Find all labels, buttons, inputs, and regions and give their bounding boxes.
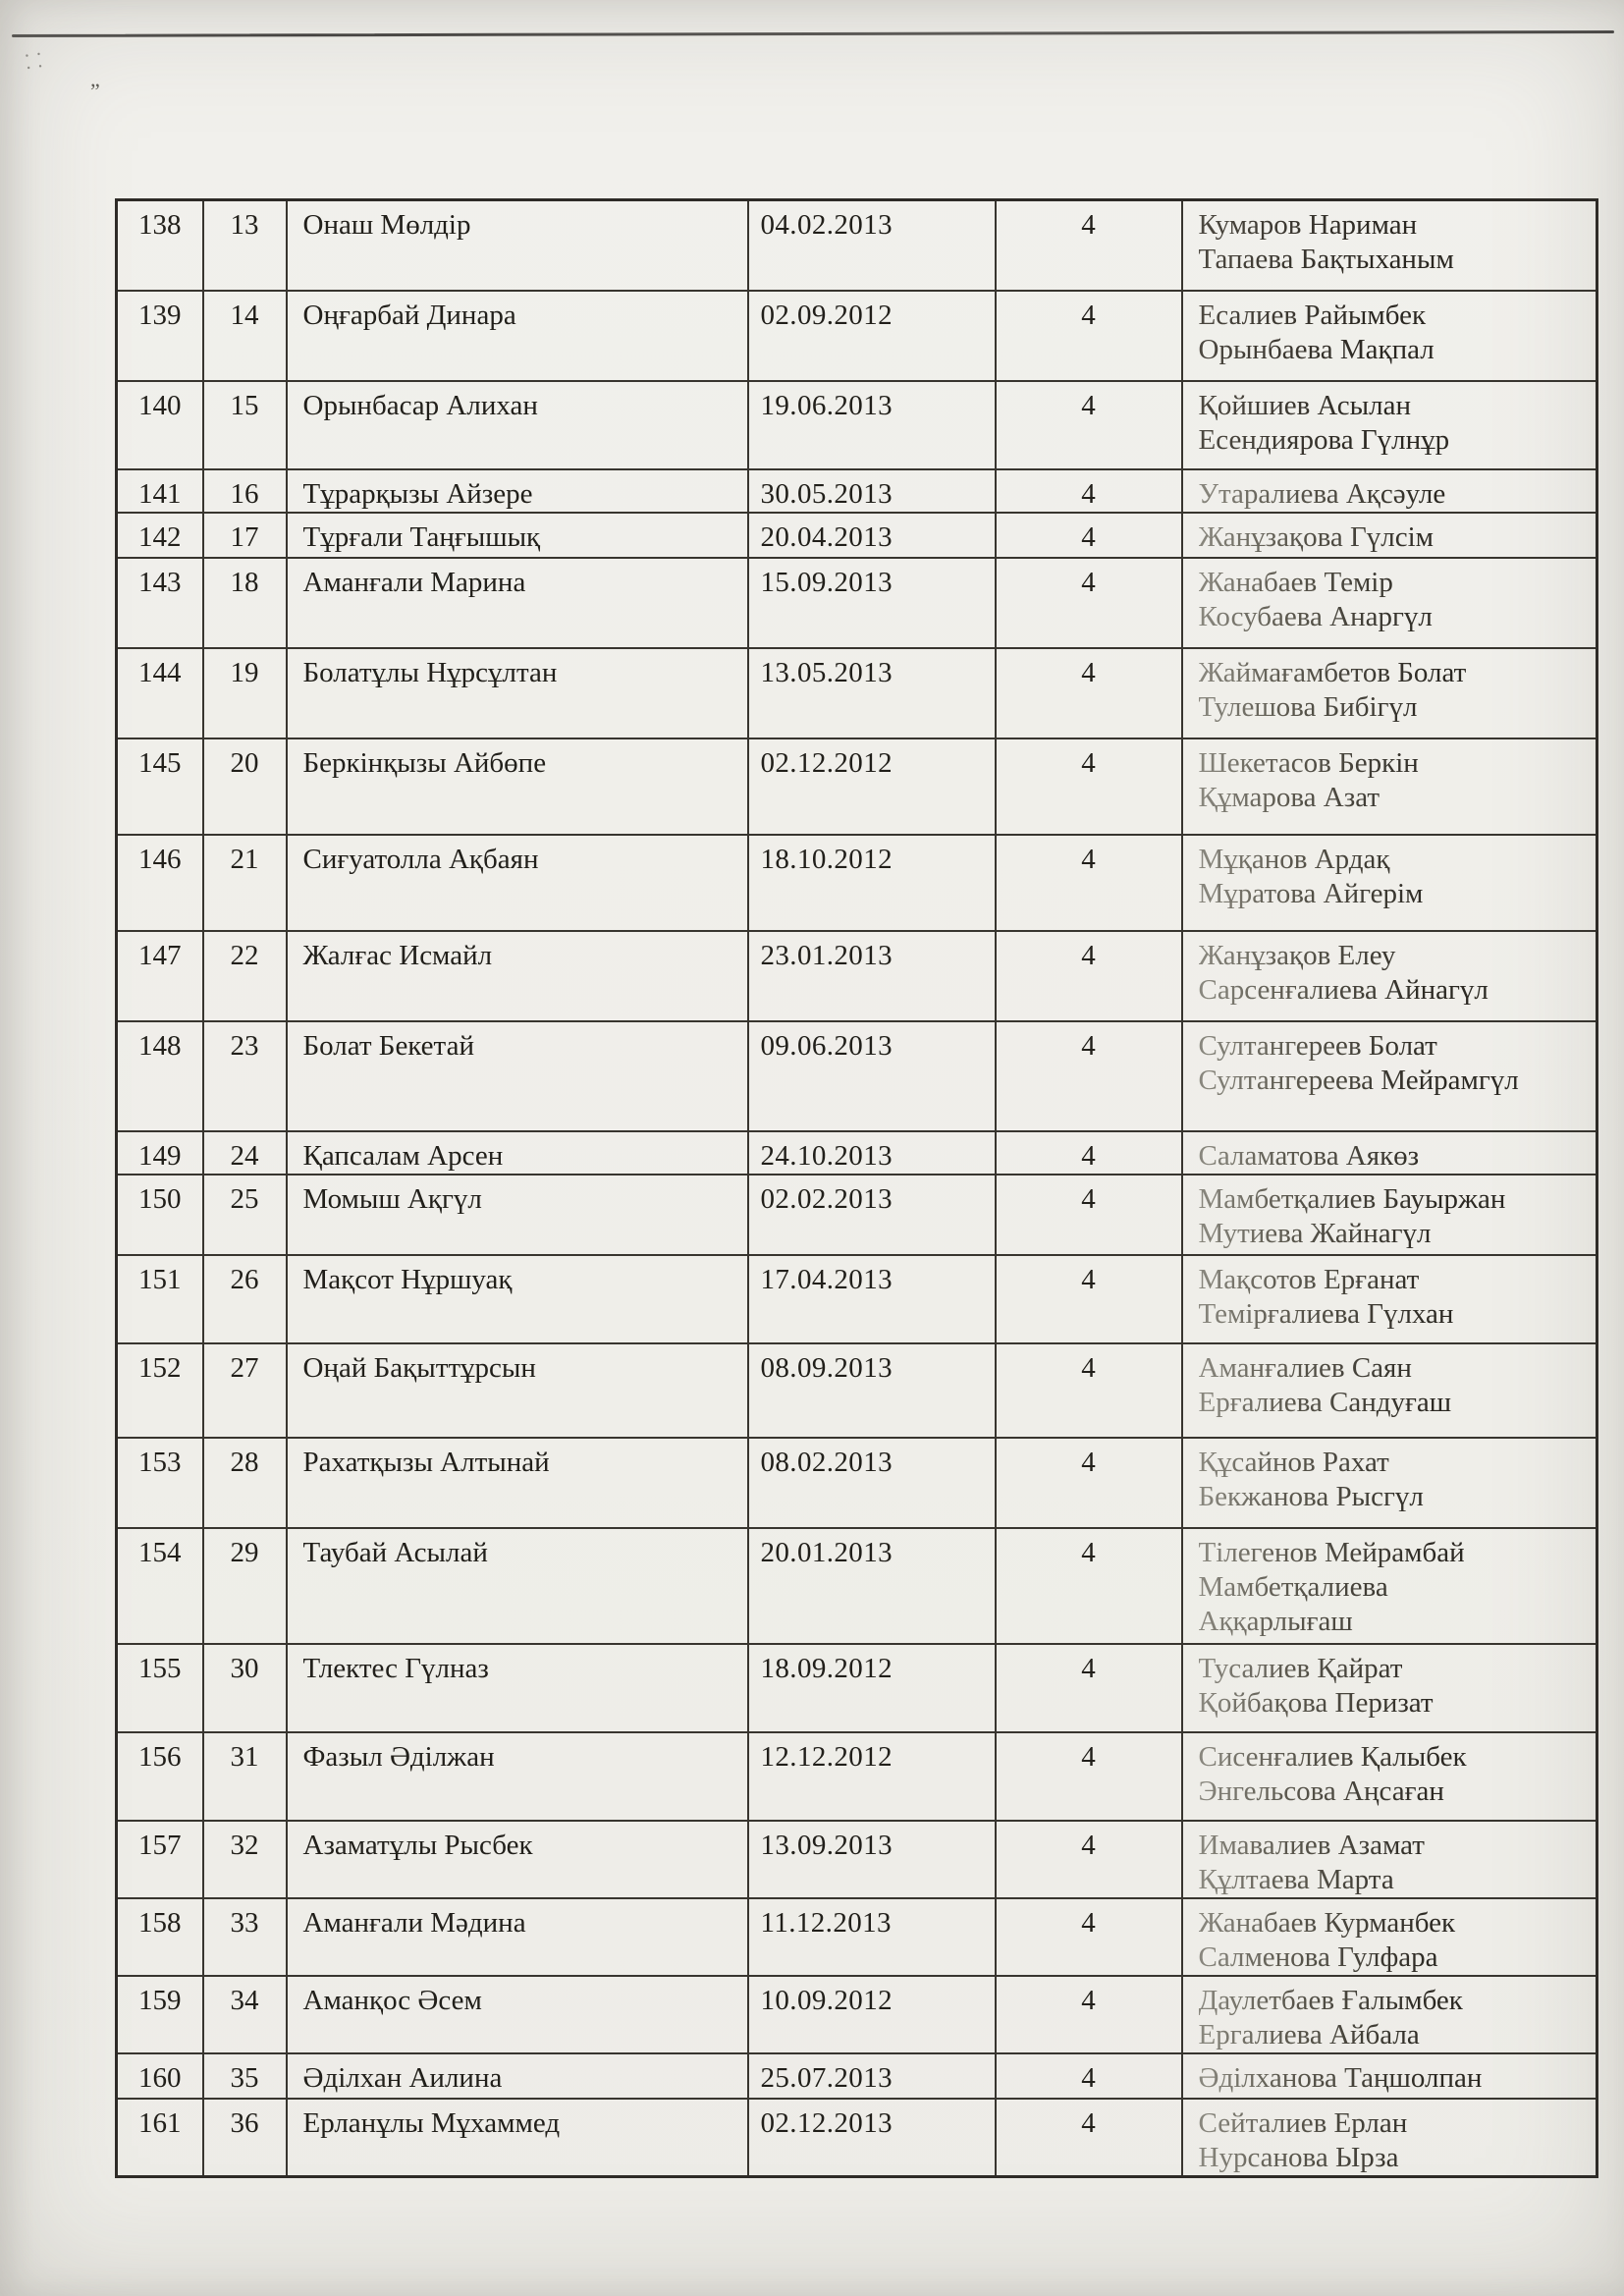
cell-name: Аманқос Әсем	[287, 1976, 748, 2053]
cell-seq-no: 21	[203, 835, 287, 931]
cell-seq-no: 13	[203, 200, 287, 291]
cell-birth-date: 25.07.2013	[748, 2053, 996, 2099]
cell-birth-date: 04.02.2013	[748, 200, 996, 291]
cell-row-no: 139	[117, 291, 203, 381]
cell-count: 4	[996, 200, 1182, 291]
cell-count: 4	[996, 2099, 1182, 2177]
parent-line: Сарсенғалиева Айнагүл	[1199, 973, 1591, 1008]
cell-count: 4	[996, 513, 1182, 558]
cell-parents	[1182, 1175, 1597, 1255]
parent-line: Султангереева Мейрамгүл	[1199, 1064, 1591, 1098]
parent-line: Мұқанов Ардақ	[1199, 843, 1591, 877]
cell-parents	[1182, 558, 1597, 648]
cell-seq-no: 36	[203, 2099, 287, 2177]
table-row	[117, 738, 1597, 835]
cell-count: 4	[996, 1438, 1182, 1528]
cell-name: Жалғас Исмайл	[287, 931, 748, 1021]
scan-artifact-mark: ⸬	[24, 49, 44, 75]
parent-line: Имавалиев Азамат	[1199, 1829, 1591, 1863]
parent-line: Энгельсова Аңсаған	[1199, 1775, 1591, 1809]
table-row	[117, 291, 1597, 381]
cell-name: Беркінқызы Айбөпе	[287, 738, 748, 835]
students-table	[115, 198, 1598, 2178]
cell-count: 4	[996, 648, 1182, 738]
cell-parents	[1182, 1021, 1597, 1131]
cell-seq-no: 26	[203, 1255, 287, 1343]
table-row	[117, 1175, 1597, 1255]
parent-line: Ерғалиева Сандуғаш	[1199, 1386, 1591, 1420]
cell-name: Болатұлы Нұрсұлтан	[287, 648, 748, 738]
parent-line: Тусалиев Қайрат	[1199, 1652, 1591, 1686]
cell-row-no: 142	[117, 513, 203, 558]
cell-parents	[1182, 835, 1597, 931]
cell-seq-no: 25	[203, 1175, 287, 1255]
cell-count: 4	[996, 1821, 1182, 1898]
cell-birth-date: 10.09.2012	[748, 1976, 996, 2053]
parent-line: Орынбаева Мақпал	[1199, 333, 1591, 367]
parent-line: Мамбетқалиева	[1199, 1570, 1591, 1605]
cell-name: Фазыл Әділжан	[287, 1732, 748, 1821]
table-row	[117, 1438, 1597, 1528]
table-row	[117, 558, 1597, 648]
cell-parents	[1182, 2053, 1597, 2099]
cell-row-no: 149	[117, 1131, 203, 1175]
cell-birth-date: 15.09.2013	[748, 558, 996, 648]
parent-line: Косубаева Анаргүл	[1199, 600, 1591, 634]
table-body	[117, 200, 1597, 2177]
table-row	[117, 2053, 1597, 2099]
parent-line: Тапаева Бақтыханым	[1199, 243, 1591, 277]
parent-line: Утаралиева Ақсәуле	[1199, 477, 1591, 512]
cell-count: 4	[996, 1175, 1182, 1255]
cell-name: Әділхан Аилина	[287, 2053, 748, 2099]
cell-row-no: 157	[117, 1821, 203, 1898]
cell-count: 4	[996, 1528, 1182, 1644]
parent-line: Кумаров Нариман	[1199, 208, 1591, 243]
cell-birth-date: 13.09.2013	[748, 1821, 996, 1898]
table-row	[117, 469, 1597, 513]
cell-count: 4	[996, 558, 1182, 648]
cell-row-no: 151	[117, 1255, 203, 1343]
cell-birth-date: 18.09.2012	[748, 1644, 996, 1732]
cell-birth-date: 02.12.2012	[748, 738, 996, 835]
cell-seq-no: 34	[203, 1976, 287, 2053]
cell-count: 4	[996, 1732, 1182, 1821]
table-row	[117, 1821, 1597, 1898]
cell-name: Азаматұлы Рысбек	[287, 1821, 748, 1898]
cell-parents	[1182, 1131, 1597, 1175]
cell-count: 4	[996, 931, 1182, 1021]
cell-row-no: 160	[117, 2053, 203, 2099]
parent-line: Мұратова Айгерім	[1199, 877, 1591, 911]
parent-line: Аманғалиев Саян	[1199, 1351, 1591, 1386]
parent-line: Құлтаева Марта	[1199, 1863, 1591, 1897]
table-row	[117, 200, 1597, 291]
cell-count: 4	[996, 1131, 1182, 1175]
cell-seq-no: 35	[203, 2053, 287, 2099]
cell-count: 4	[996, 1644, 1182, 1732]
parent-line: Жанабаев Курманбек	[1199, 1906, 1591, 1941]
cell-row-no: 141	[117, 469, 203, 513]
cell-count: 4	[996, 291, 1182, 381]
cell-seq-no: 18	[203, 558, 287, 648]
cell-birth-date: 02.12.2013	[748, 2099, 996, 2177]
parent-line: Шекетасов Беркін	[1199, 746, 1591, 781]
cell-parents	[1182, 1821, 1597, 1898]
cell-parents	[1182, 648, 1597, 738]
cell-seq-no: 16	[203, 469, 287, 513]
cell-name: Қапсалам Арсен	[287, 1131, 748, 1175]
parent-line: Нурсанова Ырза	[1199, 2141, 1591, 2175]
cell-row-no: 161	[117, 2099, 203, 2177]
cell-count: 4	[996, 381, 1182, 469]
cell-count: 4	[996, 2053, 1182, 2099]
parent-line: Мамбетқалиев Бауыржан	[1199, 1182, 1591, 1217]
cell-parents	[1182, 291, 1597, 381]
cell-birth-date: 08.09.2013	[748, 1343, 996, 1438]
cell-count: 4	[996, 738, 1182, 835]
parent-line: Сейталиев Ерлан	[1199, 2106, 1591, 2141]
parent-line: Тулешова Бибігүл	[1199, 690, 1591, 725]
cell-seq-no: 17	[203, 513, 287, 558]
cell-name: Ерланұлы Мұхаммед	[287, 2099, 748, 2177]
parent-line: Жанұзақов Елеу	[1199, 939, 1591, 973]
cell-parents	[1182, 1343, 1597, 1438]
cell-name: Аманғали Марина	[287, 558, 748, 648]
parent-line: Жанұзақова Гүлсім	[1199, 520, 1591, 555]
cell-parents	[1182, 1255, 1597, 1343]
table-row	[117, 1528, 1597, 1644]
cell-birth-date: 02.09.2012	[748, 291, 996, 381]
parent-line: Есендиярова Гүлнұр	[1199, 423, 1591, 458]
cell-birth-date: 30.05.2013	[748, 469, 996, 513]
cell-name: Болат Бекетай	[287, 1021, 748, 1131]
cell-seq-no: 32	[203, 1821, 287, 1898]
cell-row-no: 158	[117, 1898, 203, 1976]
cell-row-no: 144	[117, 648, 203, 738]
parent-line: Сисенғалиев Қалыбек	[1199, 1740, 1591, 1775]
cell-birth-date: 09.06.2013	[748, 1021, 996, 1131]
cell-row-no: 143	[117, 558, 203, 648]
cell-seq-no: 22	[203, 931, 287, 1021]
cell-count: 4	[996, 469, 1182, 513]
parent-line: Салменова Гулфара	[1199, 1941, 1591, 1975]
cell-name: Таубай Асылай	[287, 1528, 748, 1644]
cell-name: Орынбасар Алихан	[287, 381, 748, 469]
cell-count: 4	[996, 1898, 1182, 1976]
cell-seq-no: 23	[203, 1021, 287, 1131]
cell-row-no: 152	[117, 1343, 203, 1438]
cell-name: Момыш Ақгүл	[287, 1175, 748, 1255]
cell-seq-no: 28	[203, 1438, 287, 1528]
cell-parents	[1182, 1976, 1597, 2053]
cell-name: Аманғали Мәдина	[287, 1898, 748, 1976]
cell-seq-no: 15	[203, 381, 287, 469]
parent-line: Жанабаев Темір	[1199, 566, 1591, 600]
parent-line: Темірғалиева Гүлхан	[1199, 1297, 1591, 1332]
cell-birth-date: 02.02.2013	[748, 1175, 996, 1255]
table-row	[117, 1898, 1597, 1976]
parent-line: Мутиева Жайнагүл	[1199, 1217, 1591, 1251]
cell-parents	[1182, 1644, 1597, 1732]
table-row	[117, 931, 1597, 1021]
table-row	[117, 1732, 1597, 1821]
cell-row-no: 145	[117, 738, 203, 835]
table-row	[117, 2099, 1597, 2177]
cell-count: 4	[996, 1343, 1182, 1438]
cell-row-no: 150	[117, 1175, 203, 1255]
cell-birth-date: 20.01.2013	[748, 1528, 996, 1644]
cell-name: Онаш Мөлдір	[287, 200, 748, 291]
table-row	[117, 1976, 1597, 2053]
parent-line: Султангереев Болат	[1199, 1029, 1591, 1064]
cell-parents	[1182, 381, 1597, 469]
cell-row-no: 148	[117, 1021, 203, 1131]
cell-row-no: 147	[117, 931, 203, 1021]
cell-seq-no: 29	[203, 1528, 287, 1644]
parent-line: Мақсотов Ерғанат	[1199, 1263, 1591, 1297]
table-row	[117, 381, 1597, 469]
cell-name: Тұрғали Таңғышық	[287, 513, 748, 558]
cell-parents	[1182, 738, 1597, 835]
table-row	[117, 835, 1597, 931]
cell-seq-no: 24	[203, 1131, 287, 1175]
cell-row-no: 155	[117, 1644, 203, 1732]
cell-name: Сиғуатолла Ақбаян	[287, 835, 748, 931]
cell-name: Тұрарқызы Айзере	[287, 469, 748, 513]
cell-name: Тлектес Гүлназ	[287, 1644, 748, 1732]
parent-line: Қойшиев Асылан	[1199, 389, 1591, 423]
cell-parents	[1182, 1898, 1597, 1976]
cell-birth-date: 08.02.2013	[748, 1438, 996, 1528]
cell-count: 4	[996, 1976, 1182, 2053]
cell-name: Оңай Бақыттұрсын	[287, 1343, 748, 1438]
cell-birth-date: 24.10.2013	[748, 1131, 996, 1175]
cell-parents	[1182, 1438, 1597, 1528]
table-row	[117, 513, 1597, 558]
cell-row-no: 140	[117, 381, 203, 469]
cell-seq-no: 31	[203, 1732, 287, 1821]
cell-row-no: 159	[117, 1976, 203, 2053]
cell-row-no: 153	[117, 1438, 203, 1528]
cell-parents	[1182, 469, 1597, 513]
cell-seq-no: 33	[203, 1898, 287, 1976]
table-row	[117, 1343, 1597, 1438]
cell-parents	[1182, 200, 1597, 291]
cell-seq-no: 30	[203, 1644, 287, 1732]
parent-line: Ергалиева Айбала	[1199, 2018, 1591, 2052]
parent-line: Даулетбаев Ғалымбек	[1199, 1984, 1591, 2018]
cell-parents	[1182, 1528, 1597, 1644]
cell-birth-date: 11.12.2013	[748, 1898, 996, 1976]
scan-artifact-mark: ”	[90, 79, 100, 103]
parent-line: Құмарова Азат	[1199, 781, 1591, 815]
cell-birth-date: 18.10.2012	[748, 835, 996, 931]
table-row	[117, 1131, 1597, 1175]
cell-name: Рахатқызы Алтынай	[287, 1438, 748, 1528]
table-row	[117, 1255, 1597, 1343]
cell-parents	[1182, 931, 1597, 1021]
parent-line: Есалиев Райымбек	[1199, 299, 1591, 333]
parent-line: Бекжанова Рысгүл	[1199, 1480, 1591, 1514]
cell-birth-date: 19.06.2013	[748, 381, 996, 469]
parent-line: Әділханова Таңшолпан	[1199, 2061, 1591, 2096]
parent-line: Аққарлығаш	[1199, 1605, 1591, 1639]
cell-row-no: 154	[117, 1528, 203, 1644]
parent-line: Тілегенов Мейрамбай	[1199, 1536, 1591, 1570]
parent-line: Қойбақова Перизат	[1199, 1686, 1591, 1721]
parent-line: Саламатова Аякөз	[1199, 1139, 1591, 1174]
cell-row-no: 138	[117, 200, 203, 291]
cell-birth-date: 20.04.2013	[748, 513, 996, 558]
cell-birth-date: 23.01.2013	[748, 931, 996, 1021]
cell-birth-date: 12.12.2012	[748, 1732, 996, 1821]
cell-name: Оңғарбай Динара	[287, 291, 748, 381]
cell-row-no: 156	[117, 1732, 203, 1821]
table-row	[117, 1021, 1597, 1131]
cell-count: 4	[996, 1255, 1182, 1343]
cell-count: 4	[996, 1021, 1182, 1131]
cell-parents	[1182, 1732, 1597, 1821]
cell-seq-no: 27	[203, 1343, 287, 1438]
parent-line: Құсайнов Рахат	[1199, 1446, 1591, 1480]
cell-birth-date: 17.04.2013	[748, 1255, 996, 1343]
cell-seq-no: 20	[203, 738, 287, 835]
table-row	[117, 1644, 1597, 1732]
cell-parents	[1182, 513, 1597, 558]
table-row	[117, 648, 1597, 738]
cell-seq-no: 19	[203, 648, 287, 738]
cell-birth-date: 13.05.2013	[748, 648, 996, 738]
cell-row-no: 146	[117, 835, 203, 931]
cell-count: 4	[996, 835, 1182, 931]
parent-line: Жаймағамбетов Болат	[1199, 656, 1591, 690]
cell-parents	[1182, 2099, 1597, 2177]
cell-seq-no: 14	[203, 291, 287, 381]
cell-name: Мақсот Нұршуақ	[287, 1255, 748, 1343]
